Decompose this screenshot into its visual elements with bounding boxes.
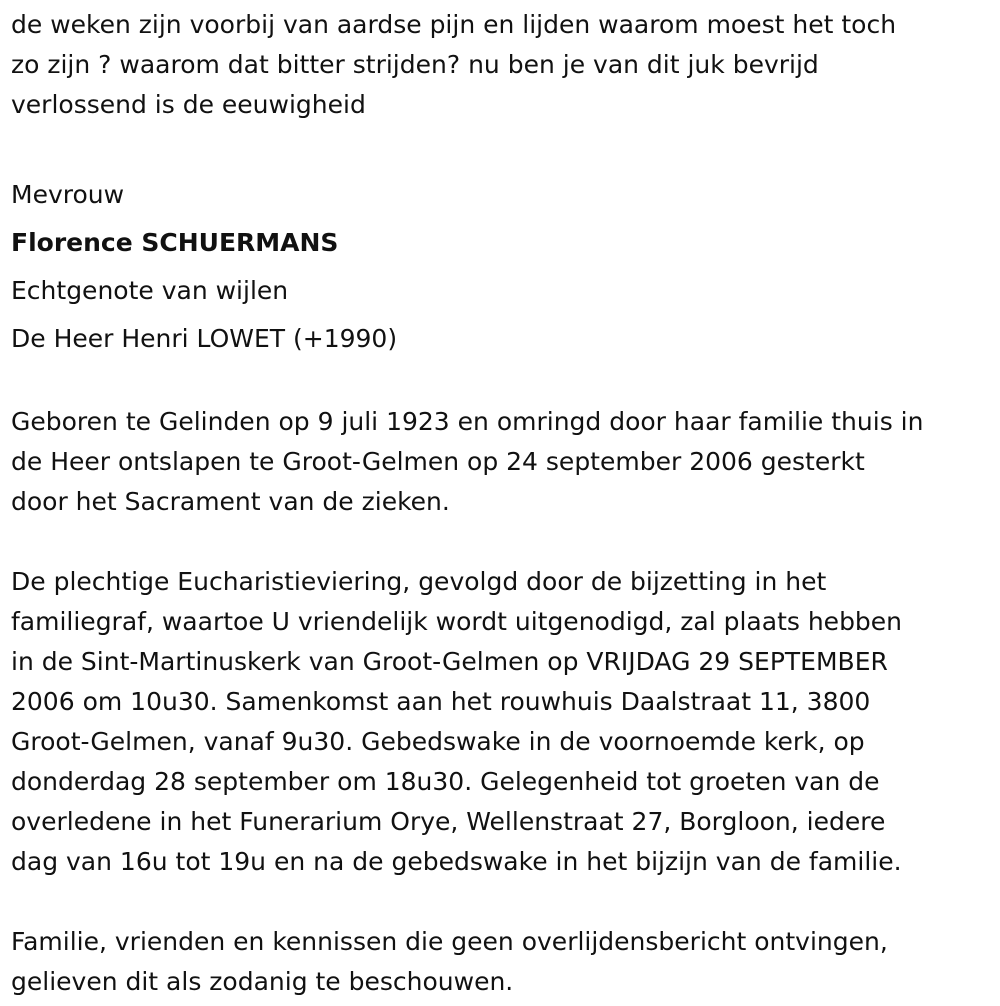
poem-line: verlossend is de eeuwigheid xyxy=(11,90,366,119)
ceremony-line: donderdag 28 september om 18u30. Gelegenheid tot groeten van de xyxy=(11,767,880,796)
spouse-name: De Heer Henri LOWET (+1990) xyxy=(11,324,398,353)
birth-death-line: door het Sacrament van de zieken. xyxy=(11,487,450,516)
ceremony-line: 2006 om 10u30. Samenkomst aan het rouwhuis Daalstraat 11, 3800 xyxy=(11,687,871,716)
ceremony-line: overledene in het Funerarium Orye, Wellenstraat 27, Borgloon, iedere xyxy=(11,807,886,836)
closing-paragraph xyxy=(11,922,991,1002)
deceased-name: Florence SCHUERMANS xyxy=(11,228,339,257)
closing-line: gelieven dit als zodanig te beschouwen. xyxy=(11,967,514,996)
ceremony-paragraph xyxy=(11,562,991,882)
ceremony-line: in de Sint-Martinuskerk van Groot-Gelmen op VRIJDAG 29 SEPTEMBER xyxy=(11,647,888,676)
title-text: Mevrouw xyxy=(11,180,125,209)
ceremony-line: Groot-Gelmen, vanaf 9u30. Gebedswake in de voornoemde kerk, op xyxy=(11,727,865,756)
obituary-document xyxy=(11,0,991,1002)
birth-death-line: de Heer ontslapen te Groot-Gelmen op 24 september 2006 gesterkt xyxy=(11,447,865,476)
poem-line: zo zijn ? waarom dat bitter strijden? nu ben je van dit juk bevrijd xyxy=(11,50,819,79)
ceremony-line: familiegraf, waartoe U vriendelijk wordt uitgenodigd, zal plaats hebben xyxy=(11,607,903,636)
closing-line: Familie, vrienden en kennissen die geen overlijdensbericht ontvingen, xyxy=(11,927,888,956)
ceremony-line: De plechtige Eucharistieviering, gevolgd door de bijzetting in het xyxy=(11,567,827,596)
poem-paragraph xyxy=(11,5,991,125)
birth-death-line: Geboren te Gelinden op 9 juli 1923 en omringd door haar familie thuis in xyxy=(11,407,924,436)
poem-line: de weken zijn voorbij van aardse pijn en lijden waarom moest het toch xyxy=(11,10,897,39)
ceremony-line: dag van 16u tot 19u en na de gebedswake in het bijzijn van de familie. xyxy=(11,847,902,876)
spouse-prefix: Echtgenote van wijlen xyxy=(11,276,289,305)
birth-death-paragraph xyxy=(11,402,991,522)
